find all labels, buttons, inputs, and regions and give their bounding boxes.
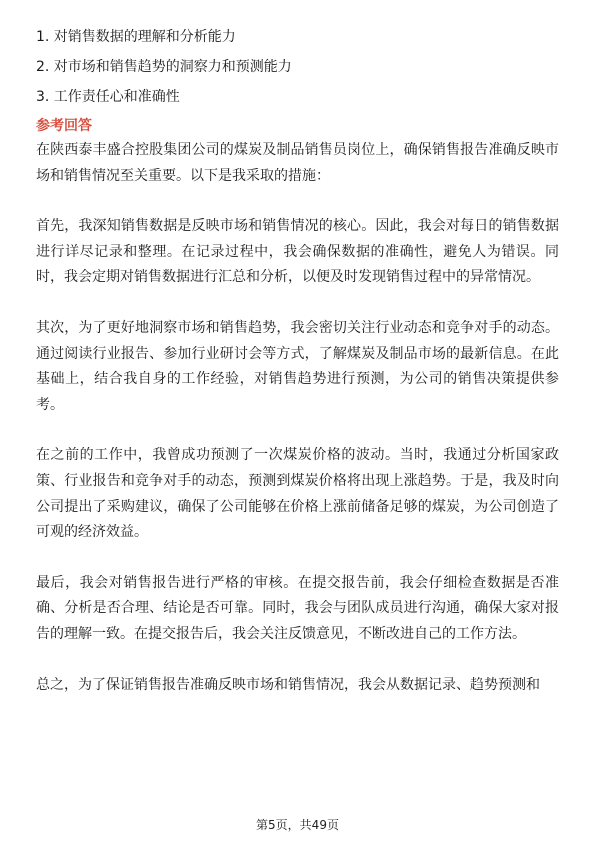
paragraph-second: 其次，为了更好地洞察市场和销售趋势，我会密切关注行业动态和竞争对手的动态。通过阅读行业报告、参加行业研讨会等方式，了解煤炭及制品市场的最新信息。在此基础上，结合我自身的工作经验，对销售趋势进行预测，为公司的销售决策提供参考。 (36, 319, 559, 413)
criteria-item-2: 2. 对市场和销售趋势的洞察力和预测能力 (36, 59, 292, 75)
criteria-item-3: 3. 工作责任心和准确性 (36, 89, 180, 105)
paragraph-last: 最后，我会对销售报告进行严格的审核。在提交报告前，我会仔细检查数据是否准确、分析是否合理、结论是否可靠。同时，我会与团队成员进行沟通，确保大家对报告的理解一致。在提交报告后，我会关注反馈意见，不断改进自己的工作方法。 (36, 574, 559, 642)
paragraph-example: 在之前的工作中，我曾成功预测了一次煤炭价格的波动。当时，我通过分析国家政策、行业报告和竞争对手的动态，预测到煤炭价格将出现上涨趋势。于是，我及时向公司提出了采购建议，确保了公司能够在价格上涨前储备足够的煤炭，为公司创造了可观的经济效益。 (36, 447, 559, 541)
paragraph-first: 首先，我深知销售数据是反映市场和销售情况的核心。因此，我会对每日的销售数据进行详尽记录和整理。在记录过程中，我会确保数据的准确性，避免人为错误。同时，我会定期对销售数据进行汇总和分析，以便及时发现销售过程中的异常情况。 (36, 218, 559, 286)
answer-title: 参考回答 (36, 118, 92, 134)
page-footer: 第5页，共49页 (256, 818, 339, 832)
paragraph-intro: 在陕西泰丰盛合控股集团公司的煤炭及制品销售员岗位上，确保销售报告准确反映市场和销售情况至关重要。以下是我采取的措施： (36, 142, 559, 184)
paragraph-summary: 总之，为了保证销售报告准确反映市场和销售情况，我会从数据记录、趋势预测和 (36, 676, 540, 693)
document-page (36, 26, 559, 723)
criteria-item-1: 1. 对销售数据的理解和分析能力 (36, 29, 236, 45)
